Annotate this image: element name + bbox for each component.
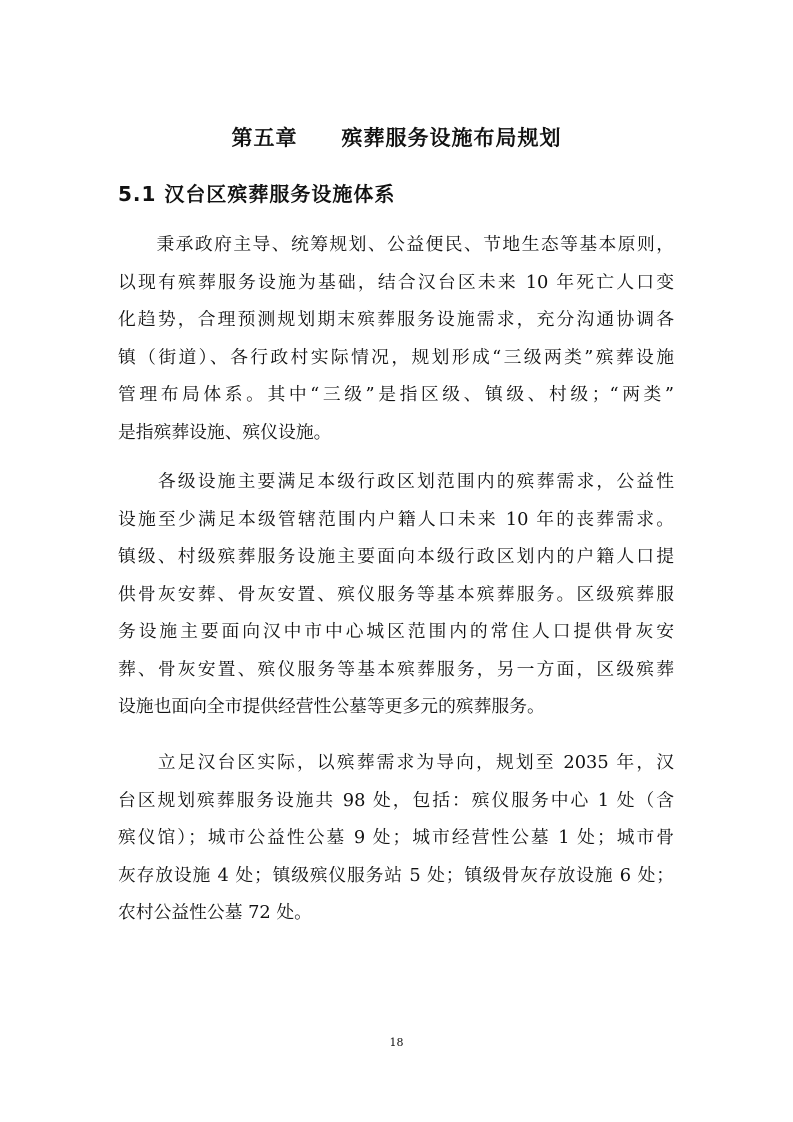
paragraph-line: 立足汉台区实际，以殡葬需求为导向，规划至 2035 年，汉: [118, 752, 674, 773]
paragraph-1: [118, 226, 674, 451]
paragraph-line: 秉承政府主导、统筹规划、公益便民、节地生态等基本原则，: [118, 234, 674, 255]
paragraph-line: 殡仪馆）；城市公益性公墓 9 处；城市经营性公墓 1 处；城市骨: [118, 827, 674, 848]
paragraph-line: 以现有殡葬服务设施为基础，结合汉台区未来 10 年死亡人口变: [118, 271, 674, 293]
paragraph-line: 化趋势，合理预测规划期末殡葬服务设施需求，充分沟通协调各: [118, 309, 674, 330]
paragraph-3: [118, 744, 674, 932]
chapter-number: 第五章: [231, 126, 298, 150]
paragraph-line: 各级设施主要满足本级行政区划范围内的殡葬需求，公益性: [118, 471, 674, 492]
section-heading: 5.1 汉台区殡葬服务设施体系: [118, 182, 396, 206]
chapter-heading: [0, 122, 793, 152]
paragraph-line: 镇级、村级殡葬服务设施主要面向本级行政区划内的户籍人口提: [118, 546, 674, 567]
paragraph-line: 台区规划殡葬服务设施共 98 处，包括：殡仪服务中心 1 处（含: [118, 789, 674, 811]
paragraph-line: 设施至少满足本级管辖范围内户籍人口未来 10 年的丧葬需求。: [118, 508, 674, 530]
paragraph-2: [118, 463, 674, 726]
paragraph-line: 供骨灰安葬、骨灰安置、殡仪服务等基本殡葬服务。区级殡葬服: [118, 583, 674, 605]
paragraph-line: 葬、骨灰安置、殡仪服务等基本殡葬服务，另一方面，区级殡葬: [118, 658, 674, 680]
paragraph-line: 管理布局体系。其中“三级”是指区级、镇级、村级；“两类”: [118, 384, 674, 405]
paragraph-line: 设施也面向全市提供经营性公墓等更多元的殡葬服务。: [118, 696, 545, 717]
paragraph-line: 农村公益性公墓 72 处。: [118, 902, 312, 923]
chapter-title: 殡葬服务设施布局规划: [341, 126, 562, 150]
paragraph-line: 灰存放设施 4 处；镇级殡仪服务站 5 处；镇级骨灰存放设施 6 处；: [118, 864, 674, 886]
paragraph-line: 务设施主要面向汉中市中心城区范围内的常住人口提供骨灰安: [118, 621, 674, 642]
paragraph-line: 镇（街道）、各行政村实际情况，规划形成“三级两类”殡葬设施: [118, 346, 674, 368]
paragraph-line: 是指殡葬设施、殡仪设施。: [118, 421, 332, 443]
page-number: 18: [389, 1036, 404, 1049]
